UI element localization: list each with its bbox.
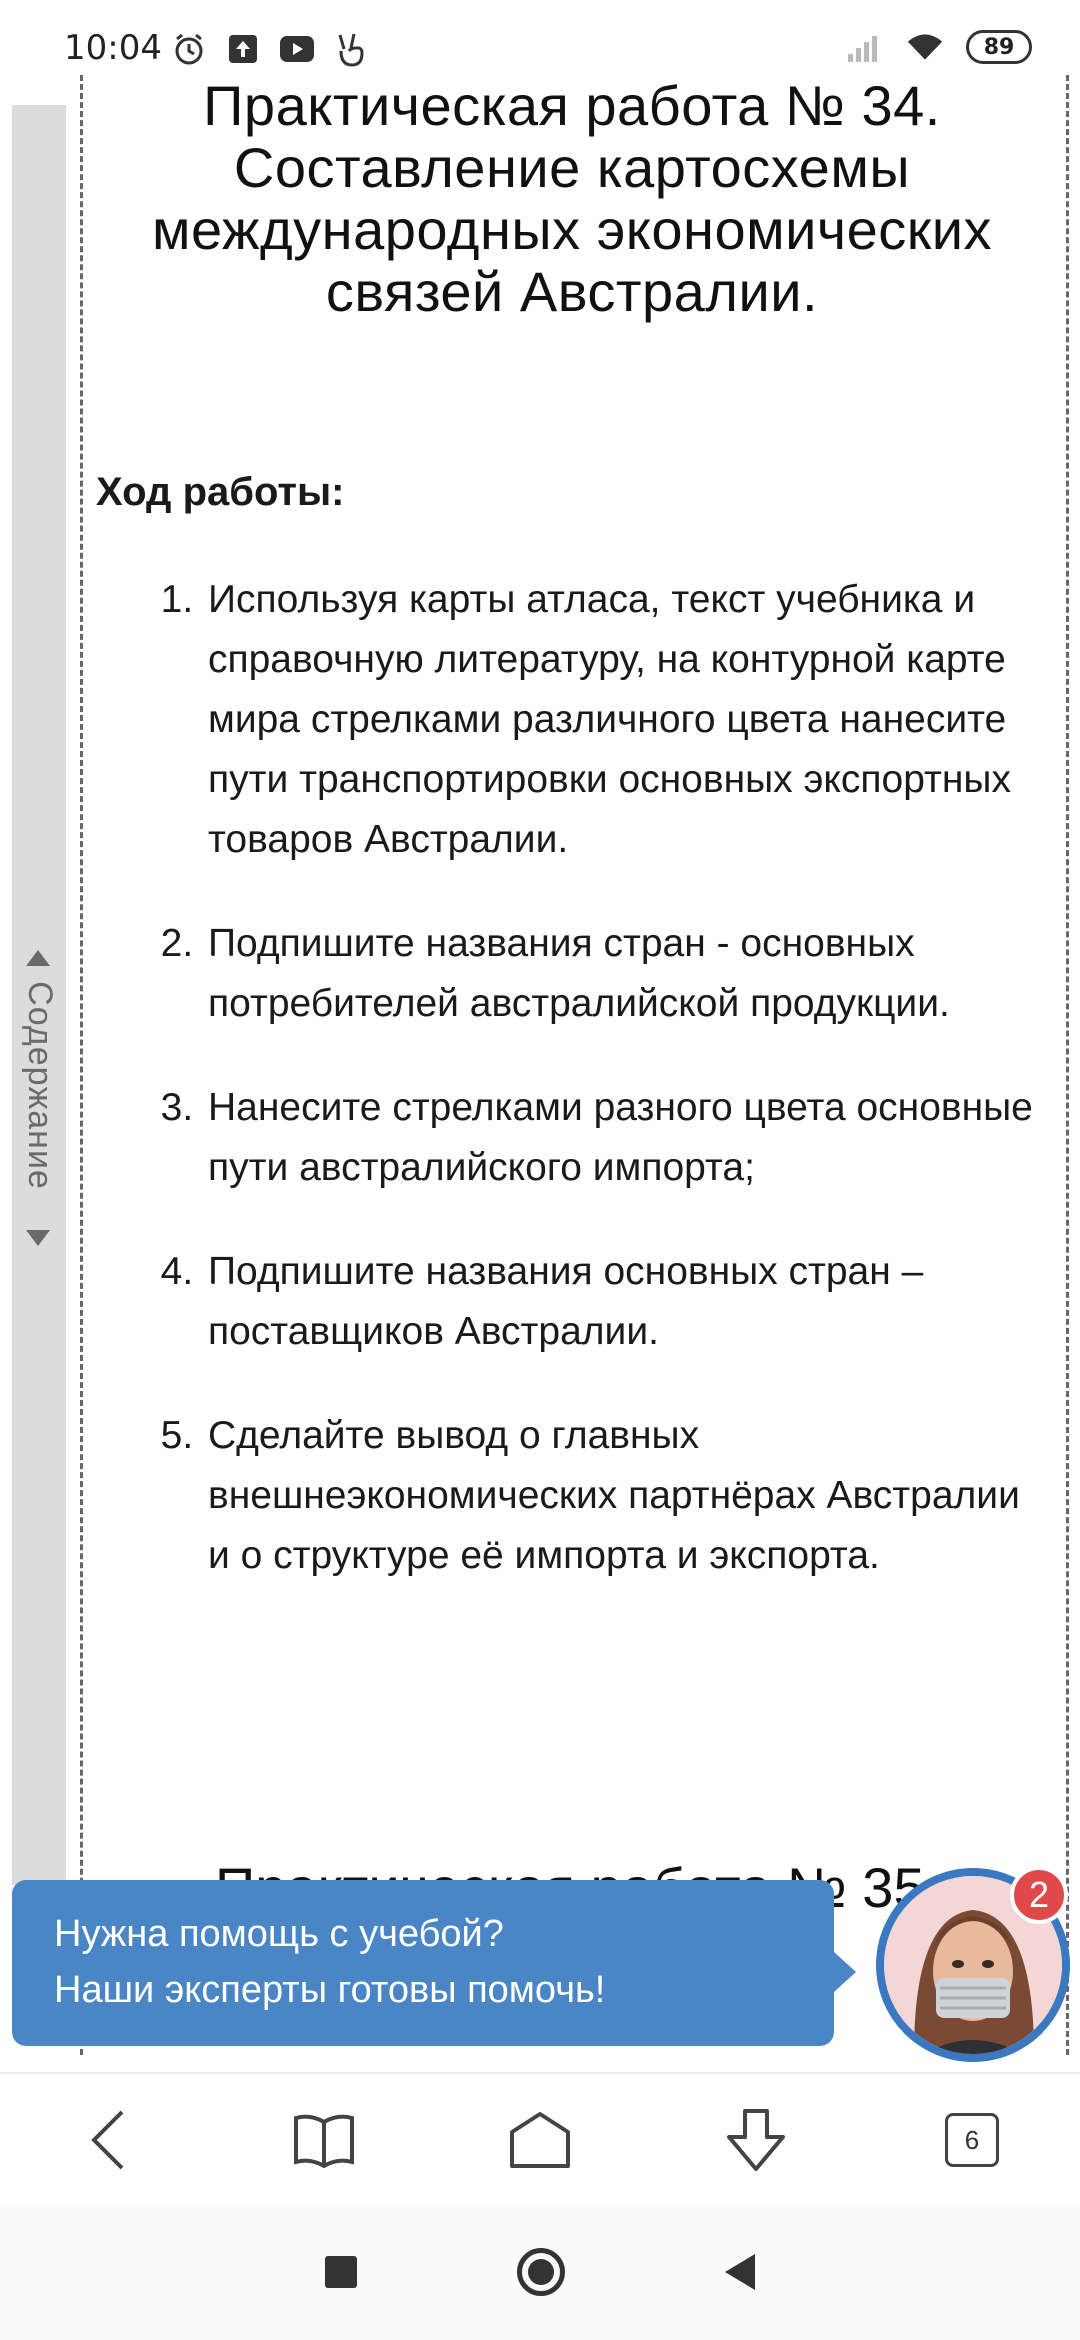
step-item: 5. Сделайте вывод о главных внешнеэкономических партнёрах Австралии и о структуре её импорта и экспорта.: [204, 1406, 1052, 1586]
status-time: 10:04: [64, 28, 162, 68]
status-notification-icons: [170, 30, 370, 68]
youtube-icon: [278, 30, 316, 68]
upload-icon: [224, 30, 262, 68]
sidebar-down-arrow-icon: [26, 1230, 50, 1246]
download-icon: [723, 2107, 789, 2173]
step-item: 4. Подпишите названия основных стран – поставщиков Австралии.: [204, 1242, 1052, 1362]
back-triangle-icon[interactable]: [725, 2254, 755, 2290]
steps-list: [92, 570, 1052, 1630]
home-circle-icon[interactable]: [517, 2248, 565, 2296]
page-border-left: [80, 75, 83, 2055]
document-content: [92, 74, 1052, 1577]
alarm-icon: [170, 30, 208, 68]
step-item: 3. Нанесите стрелками разного цвета основные пути австралийского импорта;: [204, 1078, 1052, 1198]
tabs-counter: 6: [945, 2113, 999, 2167]
sidebar-label-wrap: [12, 905, 66, 1265]
title-line: Составление картосхемы: [233, 136, 911, 199]
step-item: 1. Используя карты атласа, текст учебника и справочную литературу, на контурной карте мира стрелками различного цвета нанесите пути транспортировки основных экспортных товаров Австралии.: [204, 570, 1052, 870]
back-button[interactable]: [48, 2080, 168, 2200]
contents-sidebar[interactable]: [12, 105, 66, 1885]
help-banner-line2: Наши эксперты готовы помочь!: [54, 1969, 606, 2011]
page-border-right: [1066, 75, 1069, 2055]
title-line: Практическая работа № 34.: [203, 74, 941, 137]
peace-hand-icon: [332, 30, 370, 68]
status-system-icons: [846, 28, 1032, 66]
section-heading: Ход работы:: [96, 470, 345, 514]
notification-badge: 2: [1010, 1866, 1068, 1924]
recents-square-icon[interactable]: [325, 2256, 357, 2288]
wifi-icon: [906, 28, 944, 66]
browser-toolbar: [0, 2072, 1080, 2206]
reader-mode-button[interactable]: [264, 2080, 384, 2200]
help-banner[interactable]: [12, 1880, 834, 2046]
page-title: [92, 75, 1052, 323]
download-button[interactable]: [696, 2080, 816, 2200]
title-line: международных экономических: [152, 198, 992, 261]
tabs-button[interactable]: [912, 2080, 1032, 2200]
help-banner-line1: Нужна помощь с учебой?: [54, 1913, 504, 1955]
back-icon: [88, 2108, 128, 2172]
home-pentagon-icon: [508, 2110, 572, 2170]
title-line: связей Австралии.: [325, 260, 819, 323]
reader-book-icon: [292, 2112, 356, 2168]
step-item: 2. Подпишите названия стран - основных потребителей австралийской продукции.: [204, 914, 1052, 1034]
help-banner-tail: [834, 1952, 856, 1992]
signal-icon: [846, 28, 884, 66]
sidebar-contents-label: Содержание: [20, 980, 59, 1190]
battery-indicator: 89: [966, 30, 1032, 64]
system-nav-bar: [0, 2204, 1080, 2340]
next-section-title: 35.: [862, 1856, 941, 1919]
home-button[interactable]: [480, 2080, 600, 2200]
